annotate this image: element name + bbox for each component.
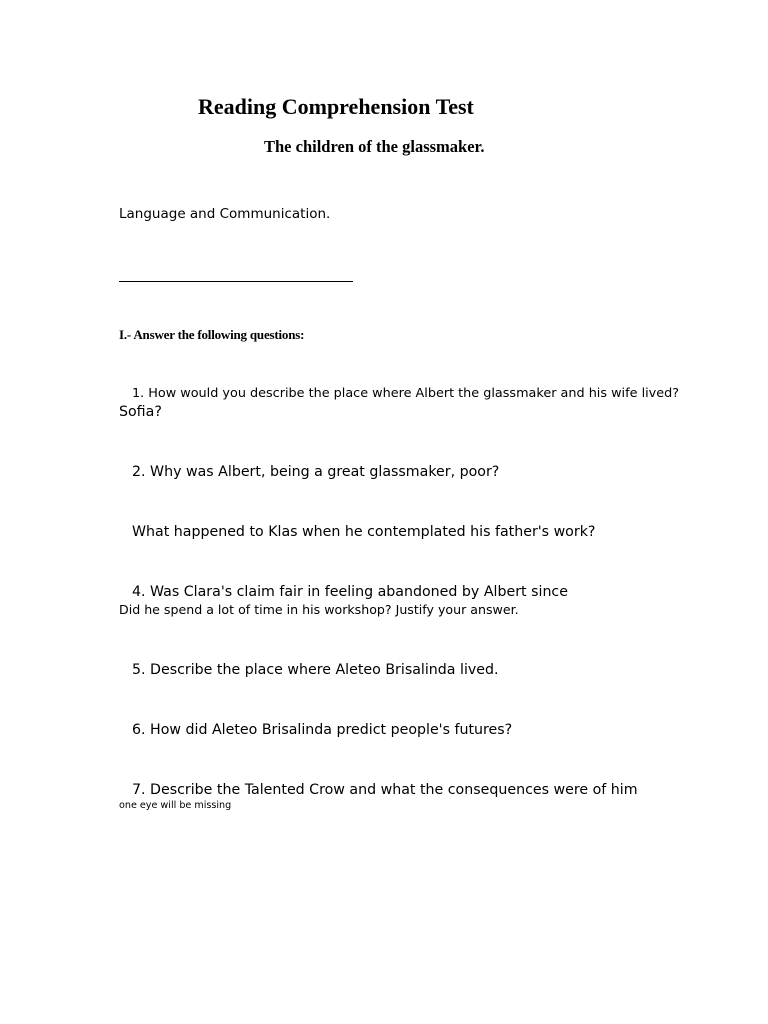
question-4-text: 4. Was Clara's claim fair in feeling abandoned by Albert since [132, 584, 568, 600]
document-subtitle: The children of the glassmaker. [264, 137, 485, 156]
question-1-continuation: Sofia? [119, 404, 162, 420]
question-6-text: 6. How did Aleteo Brisalinda predict people's futures? [132, 722, 513, 738]
question-2-text: 2. Why was Albert, being a great glassmaker, poor? [132, 464, 500, 480]
name-answer-line [119, 281, 353, 282]
question-7-continuation: one eye will be missing [119, 800, 232, 811]
question-3-text: What happened to Klas when he contemplated his father's work? [132, 524, 596, 540]
document-title: Reading Comprehension Test [198, 94, 474, 119]
question-5-text: 5. Describe the place where Aleteo Brisalinda lived. [132, 662, 499, 678]
subject-label: Language and Communication. [119, 206, 331, 222]
question-1-text: 1. How would you describe the place where Albert the glassmaker and his wife lived? [132, 386, 680, 401]
question-7-text: 7. Describe the Talented Crow and what the consequences were of him [132, 782, 638, 798]
section-heading: I.- Answer the following questions: [119, 327, 305, 342]
question-4-continuation: Did he spend a lot of time in his workshop? Justify your answer. [119, 602, 519, 617]
